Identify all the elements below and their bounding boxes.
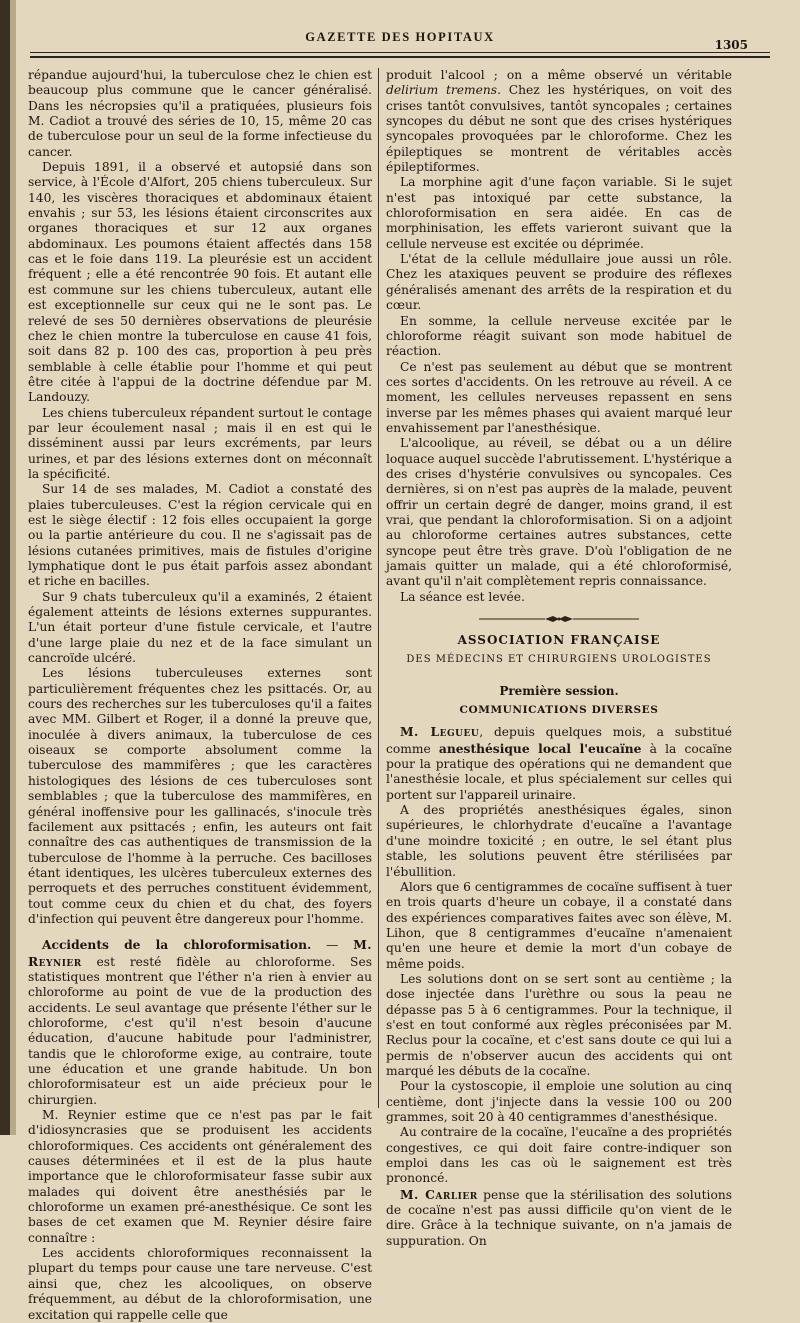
legueu-text-b: à la cocaïne pour la pratique des opérations qui ne demandent que l'anesthésie locale, et plus spécialement sur celles qui portent sur l'appareil urinaire.: [386, 741, 732, 802]
author-legueu: M. Legueu: [400, 724, 480, 740]
legueu-paragraph: [386, 724, 732, 803]
left-paragraph-1: répandue aujourd'hui, la tuberculose chez le chien est beaucoup plus commune que le cancer généralisé. Dans les nécropsies qu'il a pratiquées, plusieurs fois M. Cadiot a trouvé des séries de 10, 15, même 20 cas de tuberculose pour un seul de la forme infectieuse du cancer.: [28, 68, 372, 159]
left-paragraph-9: Les accidents chloroformiques reconnaissent la plupart du temps pour cause une tare nerveuse. C'est ainsi que, chez les alcooliques, on observe fréquemment, au début de la chloroformisation, une excitation qui rappelle celle que: [28, 1246, 372, 1322]
chloroform-text: est resté fidèle au chloroforme. Ses statistiques montrent que l'éther n'a rien à envier au chloroforme au point de vue de la production des accidents. Le seul avantage que présente l'éther sur le chloroforme, c'est qu'il n'est besoin d'aucune éducation, d'aucune habitude pour l'administrer, tandis que le chloroforme exige, au contraire, toute une éducation et une grande habitude. Un bon chloroformisateur est un aide précieux pour le chirurgien.: [28, 954, 372, 1107]
author-carlier: M. Carlier: [400, 1186, 478, 1202]
heading-dash: —: [311, 938, 354, 953]
right-p1-text-a: produit l'alcool ; on a même observé un véritable: [386, 68, 732, 82]
right-paragraph-3: L'état de la cellule médullaire joue aussi un rôle. Chez les ataxiques peuvent se produire des réflexes généralisés amenant des arrêts de la respiration et du cœur.: [386, 252, 732, 313]
header-rule-thick: [30, 56, 770, 58]
page-number: 1305: [714, 38, 748, 52]
right-paragraph-1: [386, 68, 732, 175]
seance-levee: La séance est levée.: [400, 589, 525, 604]
left-paragraph-4: Sur 14 de ses malades, M. Cadiot a constaté des plaies tuberculeuses. C'est la région cervicale qui en est le siège électif : 12 fois elles occupaient la gorge ou la partie antérieure du cou. Il ne s'agissait pas de lésions cutanées primitives, mais de fistules d'origine lymphatique dont le pus était parfois assez abondant et riche en bacilles.: [28, 482, 372, 589]
left-paragraph-3: Les chiens tuberculeux répandent surtout le contage par leur écoulement nasal ; mais il en est qui le disséminent aussi par leurs excréments, par leurs urines, et par des lésions externes dont on méconnaît la spécificité.: [28, 405, 372, 481]
right-paragraph-10: Alors que 6 centigrammes de cocaïne suffisent à tuer en trois quarts d'heure un cobaye, il a constaté dans des expériences comparatives faites avec son élève, M. Lihon, que 8 centigrammes d'eucaïne n'amenaient qu'en une heure et demie la mort d'un cobaye de même poids.: [386, 879, 732, 971]
carlier-text: pense que la stérilisation des solutions de cocaïne n'est pas aussi difficile qu'on vient de le dire. Grâce à la technique suivante, on n'a jamais de suppuration. On: [386, 1187, 732, 1248]
column-divider: [378, 68, 379, 1108]
page-binding-edge: [0, 0, 10, 1135]
right-paragraph-9: A des propriétés anesthésiques égales, sinon supérieures, le chlorhydrate d'eucaïne a l'avantage d'une moindre toxicité ; en outre, le sel étant plus stable, les solutions peuvent être stérilisées par l'ébullition.: [386, 803, 732, 879]
right-paragraph-12: Pour la cystoscopie, il emploie une solution au cinq centième, dont j'injecte dans la vessie 100 ou 200 grammes, soit 20 à 40 centigrammes d'anesthésique.: [386, 1079, 732, 1124]
association-title: ASSOCIATION FRANÇAISE: [457, 633, 661, 648]
right-paragraph-4: En somme, la cellule nerveuse excitée par le chloroforme réagit suivant son mode habituel de réaction.: [386, 313, 732, 359]
page-binding-shadow: [10, 0, 16, 1135]
right-paragraph-6: L'alcoolique, au réveil, se débat ou a un délire loquace auquel succède l'abrutissement. L'hystérique a des crises d'hystérie convulsives ou syncopales. Ces dernières, si on n'est pas auprès de la malade, peuvent offrir un certain degré de danger, moins grand, il est vrai, que pendant la chloroformisation. Si on a adjoint au chloroforme certaines autres substances, cette syncope peut être très grave. D'où l'obligation de ne jamais quitter un malade, qui a été chloroformisé, avant qu'il n'ait complètement repris connaissance.: [386, 436, 732, 589]
left-paragraph-5: Sur 9 chats tuberculeux qu'il a examinés, 2 étaient également atteints de lésions externes suppurantes. L'un était porteur d'une fistule cervicale, et l'autre d'une large plaie du nez et de la face simulant un cancroïde ulcéré.: [28, 589, 372, 666]
left-paragraph-6: Les lésions tuberculeuses externes sont particulièrement fréquentes chez les psittacés. Or, au cours des recherches sur les tuberculoses qu'il a faites avec MM. Gilbert et Roger, il a donné la preuve que, inoculée à divers animaux, la tuberculose de ces oiseaux se comporte absolument comme la tuberculose des mammifères ; que les caractères histologiques des lésions de ces tuberculoses sont semblables ; que la tuberculose des mammifères, en général inoffensive pour les gallinacés, s'inocule très facilement aux psittacés ; enfin, les auteurs ont fait connaître des cas authentiques de transmission de la tuberculose de l'homme à la perruche. Ces bacilloses étant identiques, les ulcères tuberculeux externes des perroquets et des perruches constituent évidemment, tout comme ceux du chien et du chat, des foyers d'infection qui peuvent être dangereux pour l'homme.: [28, 666, 372, 926]
right-paragraph-13: Au contraire de la cocaïne, l'eucaïne a des propriétés congestives, ce qui doit faire contre-indiquer son emploi dans les cas où le saignement est très prononcé.: [386, 1125, 732, 1186]
carlier-paragraph: [386, 1187, 732, 1249]
section-heading-chloroformisation: Accidents de la chloroformisation.: [42, 937, 312, 953]
ornament-divider-icon: [479, 615, 639, 623]
session-heading: Première session.: [499, 683, 619, 698]
right-p1-text-b: . Chez les hystériques, on voit des crises tantôt convulsives, tantôt syncopales ; certaines syncopes du début ne sont que des crises hystériques syncopales provoquées par le chloroforme. Chez les épileptiques se montrent de véritables accès épileptiformes.: [386, 83, 732, 175]
chloroform-section-paragraph: [28, 937, 372, 1108]
page-header: [30, 30, 770, 64]
header-rule-thin: [30, 52, 770, 53]
left-paragraph-8: M. Reynier estime que ce n'est pas par le fait d'idiosyncrasies que se produisent les accidents chloroformiques. Ces accidents ont généralement des causes déterminées et il est de la plus haute importance que le chloroformisateur fasse subir aux malades qui doivent être anesthésiés par le chloroforme un examen pré-anesthésique. Ce sont les bases de cet examen que M. Reynier désire faire connaître :: [28, 1108, 372, 1245]
journal-title: GAZETTE DES HOPITAUX: [305, 30, 495, 44]
right-column: [386, 68, 732, 1249]
right-paragraph-5: Ce n'est pas seulement au début que se montrent ces sortes d'accidents. On les retrouve au réveil. A ce moment, les cellules nerveuses repassent en sens inverse par les mêmes phases qui avaient marqué leur envahissement par l'anesthésique.: [386, 359, 732, 435]
left-paragraph-2: Depuis 1891, il a observé et autopsié dans son service, à l'École d'Alfort, 205 chiens tuberculeux. Sur 140, les viscères thoraciques et abdominaux étaient envahis ; sur 53, les lésions étaient circonscrites aux organes thoraciques et sur 12 aux organes abdominaux. Les poumons étaient affectés dans 158 cas et le foie dans 119. La pleurésie est un accident fréquent ; elle a été rencontrée 90 fois. Et autant elle est commune sur les chiens tuberculeux, autant elle est exceptionnelle sur ceux qui ne le sont pas. Le relevé de ses 50 dernières observations de pleurésie chez le chien montre la tuberculose en cause 41 fois, soit dans 82 p. 100 des cas, proportion à peu près semblable à celle établie pour l'homme et qui peut être citée à l'appui de la doctrine défendue par M. Landouzy.: [28, 160, 372, 405]
section-gap: [28, 927, 372, 937]
author-reynier: M. Reynier: [28, 937, 373, 969]
delirium-tremens-term: delirium tremens: [386, 83, 498, 98]
right-paragraph-11: Les solutions dont on se sert sont au centième ; la dose injectée dans l'urèthre ou sous la peau ne dépasse pas 5 à 6 centigrammes. Pour la technique, il s'est en tout conformé aux règles préconisées par M. Reclus pour la cocaïne, et c'est sans doute ce qui lui a permis de n'observer aucun des accidents qui ont marqué les débuts de la cocaïne.: [386, 971, 732, 1078]
communications-heading: COMMUNICATIONS DIVERSES: [459, 704, 659, 717]
eucaine-highlight: anesthésique local l'eucaïne: [438, 740, 642, 756]
legueu-text-a: , depuis quelques mois, a substitué comme: [386, 725, 732, 756]
right-paragraph-2: La morphine agit d'une façon variable. Si le sujet n'est pas intoxiqué par cette substance, la chloroformisation en sera aidée. En cas de morphinisation, les effets varieront suivant que la cellule nerveuse est excitée ou déprimée.: [386, 175, 732, 251]
association-subtitle: DES MÉDECINS ET CHIRURGIENS UROLOGISTES: [406, 654, 712, 666]
